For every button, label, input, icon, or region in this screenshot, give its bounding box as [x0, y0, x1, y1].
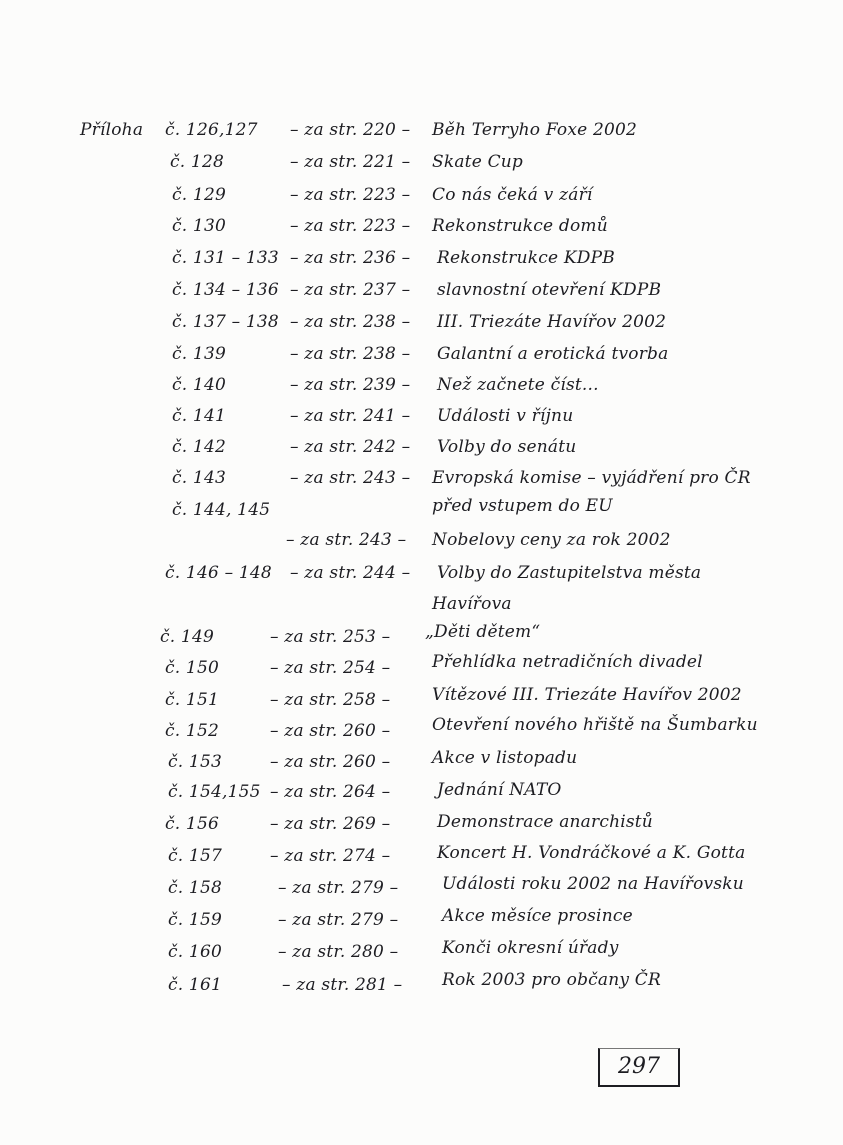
entry-title: Otevření nového hřiště na Šumbarku: [432, 715, 758, 735]
entry-title: Akce měsíce prosince: [442, 906, 633, 926]
entry-title: Volby do Zastupitelstva města: [437, 563, 702, 583]
entry-number: č. 159: [168, 910, 222, 930]
entry-page-ref: – za str. 254 –: [270, 658, 391, 678]
entry-title: Rekonstrukce KDPB: [437, 248, 615, 268]
entry-title: slavnostní otevření KDPB: [437, 280, 662, 300]
entry-title: „Děti dětem“: [425, 622, 541, 642]
entry-number: č. 126,127: [165, 120, 258, 140]
entry-page-ref: – za str. 253 –: [270, 627, 391, 647]
entry-page-ref: – za str. 223 –: [290, 185, 411, 205]
entry-title: Evropská komise – vyjádření pro ČR: [432, 468, 751, 488]
entry-number: č. 131 – 133: [172, 248, 279, 268]
entry-number: č. 144, 145: [172, 500, 271, 520]
entry-title: Vítězové III. Triezáte Havířov 2002: [432, 685, 742, 705]
entry-title: Havířova: [432, 594, 512, 614]
entry-page-ref: – za str. 243 –: [290, 468, 411, 488]
entry-title: III. Triezáte Havířov 2002: [437, 312, 667, 332]
entry-number: č. 150: [165, 658, 219, 678]
entry-page-ref: – za str. 264 –: [270, 782, 391, 802]
entry-page-ref: – za str. 269 –: [270, 814, 391, 834]
entry-number: č. 151: [165, 690, 219, 710]
entry-number: č. 149: [160, 627, 214, 647]
entry-title: před vstupem do EU: [432, 496, 613, 516]
entry-number: č. 137 – 138: [172, 312, 279, 332]
entry-title: Skate Cup: [432, 152, 524, 172]
entry-number: č. 161: [168, 975, 222, 995]
entry-page-ref: – za str. 243 –: [286, 530, 407, 550]
entry-title: Než začnete číst...: [437, 375, 599, 395]
entry-number: č. 141: [172, 406, 226, 426]
entry-number: č. 142: [172, 437, 226, 457]
entry-page-ref: – za str. 244 –: [290, 563, 411, 583]
entry-number: č. 146 – 148: [165, 563, 272, 583]
entry-title: Demonstrace anarchistů: [437, 812, 653, 832]
entry-page-ref: – za str. 237 –: [290, 280, 411, 300]
entry-number: č. 134 – 136: [172, 280, 279, 300]
entry-page-ref: – za str. 279 –: [278, 910, 399, 930]
entry-page-ref: – za str. 258 –: [270, 690, 391, 710]
entry-page-ref: – za str. 274 –: [270, 846, 391, 866]
entry-number: č. 130: [172, 216, 226, 236]
entry-page-ref: – za str. 281 –: [282, 975, 403, 995]
entry-title: Co nás čeká v září: [432, 185, 593, 205]
entry-number: č. 143: [172, 468, 226, 488]
entry-page-ref: – za str. 241 –: [290, 406, 411, 426]
entry-title: Konči okresní úřady: [442, 938, 619, 958]
entry-title: Koncert H. Vondráčkové a K. Gotta: [437, 843, 746, 863]
entry-number: č. 154,155: [168, 782, 261, 802]
entry-page-ref: – za str. 238 –: [290, 312, 411, 332]
entry-title: Volby do senátu: [437, 437, 577, 457]
entry-title: Běh Terryho Foxe 2002: [432, 120, 638, 140]
entry-page-ref: – za str. 223 –: [290, 216, 411, 236]
entry-number: č. 153: [168, 752, 222, 772]
entry-page-ref: – za str. 242 –: [290, 437, 411, 457]
entry-number: č. 140: [172, 375, 226, 395]
entry-number: č. 158: [168, 878, 222, 898]
entry-page-ref: – za str. 220 –: [290, 120, 411, 140]
entry-page-ref: – za str. 280 –: [278, 942, 399, 962]
entry-page-ref: – za str. 236 –: [290, 248, 411, 268]
entry-number: č. 152: [165, 721, 219, 741]
entry-number: č. 129: [172, 185, 226, 205]
entry-page-ref: – za str. 279 –: [278, 878, 399, 898]
entry-title: Rekonstrukce domů: [432, 216, 608, 236]
entry-title: Přehlídka netradičních divadel: [432, 652, 703, 672]
entry-title: Události v říjnu: [437, 406, 574, 426]
entry-title: Události roku 2002 na Havířovsku: [442, 874, 744, 894]
entry-page-ref: – za str. 221 –: [290, 152, 411, 172]
entry-title: Jednání NATO: [437, 780, 562, 800]
entry-page-ref: – za str. 239 –: [290, 375, 411, 395]
prefix-label: Příloha: [80, 120, 144, 140]
entry-number: č. 156: [165, 814, 219, 834]
entry-page-ref: – za str. 260 –: [270, 721, 391, 741]
page-number: 297: [598, 1048, 680, 1087]
entry-page-ref: – za str. 260 –: [270, 752, 391, 772]
entry-number: č. 139: [172, 344, 226, 364]
entry-number: č. 160: [168, 942, 222, 962]
entry-number: č. 128: [170, 152, 224, 172]
entry-title: Rok 2003 pro občany ČR: [442, 970, 661, 990]
entry-number: č. 157: [168, 846, 222, 866]
entry-page-ref: – za str. 238 –: [290, 344, 411, 364]
entry-title: Galantní a erotická tvorba: [437, 344, 669, 364]
entry-title: Akce v listopadu: [432, 748, 578, 768]
entry-title: Nobelovy ceny za rok 2002: [432, 530, 671, 550]
